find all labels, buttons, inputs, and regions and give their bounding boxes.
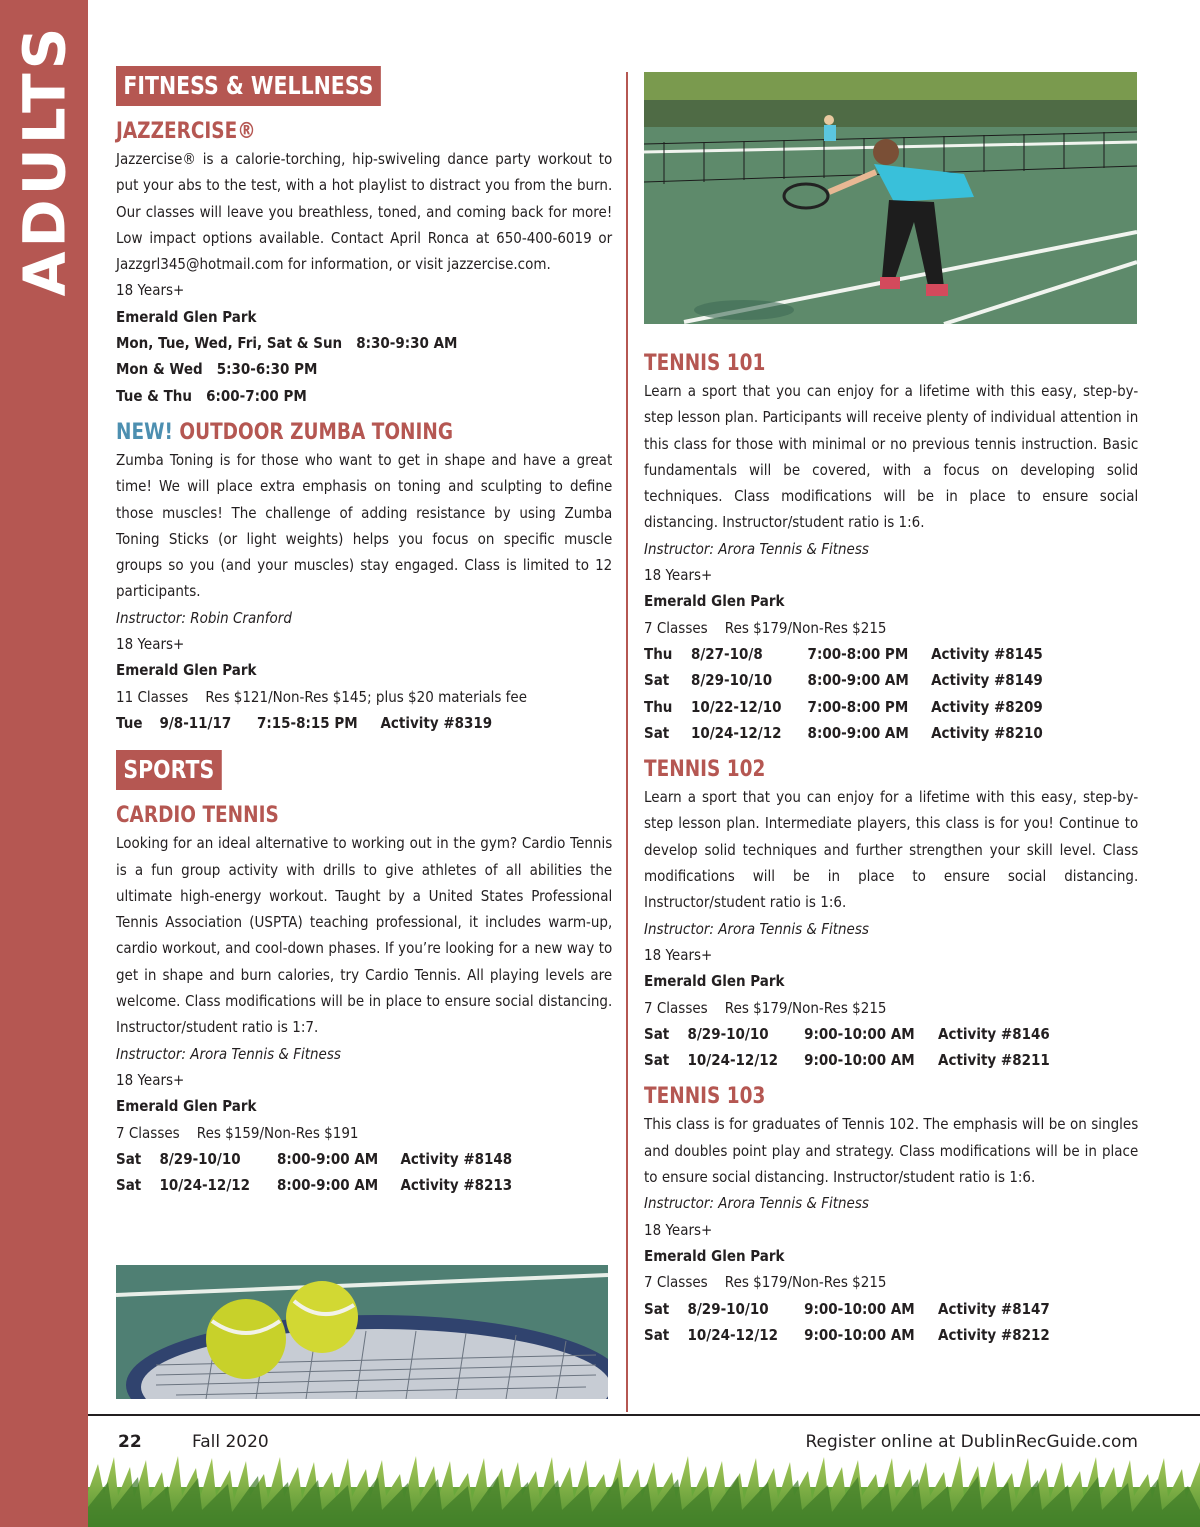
class-description: Learn a sport that you can enjoy for a lifetime with this easy, step-by-step lesson plan. Participants will receive plenty of individual attention in this class for those with minimal or no previous tennis instruction. Basic fundamentals will be covered, with a focus on developing solid techniques. Class modifications will be in place to ensure social distancing. Instructor/student ratio is 1:6. (644, 382, 1139, 532)
sidebar-title-text: ADULTS (10, 23, 79, 297)
session-row (116, 1172, 548, 1198)
session-activity: Activity #8148 (400, 1149, 513, 1168)
session-row (644, 641, 1074, 667)
location: Emerald Glen Park (116, 1097, 257, 1116)
location: Emerald Glen Park (116, 661, 257, 680)
schedule-line: Tue & Thu 6:00-7:00 PM (116, 386, 307, 405)
session-activity: Activity #8211 (938, 1051, 1050, 1070)
age-requirement: 18 Years+ (116, 1070, 185, 1089)
instructor: Instructor: Robin Cranford (116, 608, 292, 627)
grass-decoration (88, 1452, 1200, 1527)
session-activity: Activity #8145 (931, 644, 1043, 663)
session-day: Sat (116, 1149, 142, 1168)
session-row (116, 710, 548, 736)
session-dates: 10/22-12/10 (690, 697, 782, 716)
sidebar-title (3, 23, 85, 297)
right-column (644, 340, 1138, 1348)
pricing: 7 Classes Res $179/Non-Res $215 (644, 618, 887, 637)
session-dates: 10/24-12/12 (690, 723, 782, 742)
session-activity: Activity #8210 (931, 723, 1043, 742)
location: Emerald Glen Park (116, 307, 257, 326)
tennis-balls-photo (116, 1265, 608, 1399)
session-time: 9:00-10:00 AM (804, 1024, 915, 1043)
class-tennis-103 (644, 1083, 1138, 1348)
session-activity: Activity #8213 (400, 1176, 513, 1195)
session-activity: Activity #8209 (931, 697, 1043, 716)
age-requirement: 18 Years+ (644, 1220, 713, 1239)
pricing: 7 Classes Res $179/Non-Res $215 (644, 998, 887, 1017)
session-time: 9:00-10:00 AM (804, 1325, 915, 1344)
class-description: Learn a sport that you can enjoy for a lifetime with this easy, step-by-step lesson plan. Intermediate players, this class is for you! Continue to develop solid techniques and further strengthen your skill level. Class modifications will be in place to ensure social distancing. Instructor/student ratio is 1:6. (644, 788, 1139, 912)
session-dates: 10/24-12/12 (159, 1176, 251, 1195)
tennis-court-photo (644, 72, 1137, 324)
instructor: Instructor: Arora Tennis & Fitness (644, 539, 869, 558)
session-row (644, 694, 1074, 720)
class-title: TENNIS 102 (644, 757, 766, 783)
session-day: Thu (644, 697, 673, 716)
pricing: 7 Classes Res $179/Non-Res $215 (644, 1273, 887, 1292)
session-row (116, 1146, 548, 1172)
class-title: TENNIS 101 (644, 351, 766, 376)
session-time: 7:00-8:00 PM (807, 644, 909, 663)
session-time: 8:00-9:00 AM (807, 671, 909, 690)
footer-rule (88, 1414, 1200, 1416)
class-title (116, 419, 533, 447)
age-requirement: 18 Years+ (644, 566, 713, 585)
class-tennis-102 (644, 756, 1138, 1073)
session-day: Thu (644, 644, 673, 663)
register-link[interactable]: Register online at DublinRecGuide.com (805, 1432, 1138, 1452)
class-title: JAZZERCISE® (116, 119, 256, 144)
location: Emerald Glen Park (644, 1246, 785, 1265)
session-activity: Activity #8149 (931, 671, 1043, 690)
class-description: This class is for graduates of Tennis 102. The emphasis will be on singles and doubles point play and strategy. Class modifications will be in place to ensure social distancing. Instructor/student ratio is 1:6. (644, 1115, 1139, 1187)
session-row (644, 1296, 1074, 1322)
session-row (644, 1047, 1074, 1073)
session-time: 7:00-8:00 PM (807, 697, 909, 716)
session-dates: 8/29-10/10 (687, 1299, 769, 1318)
column-divider (626, 72, 628, 1412)
session-time: 8:00-9:00 AM (807, 723, 909, 742)
session-day: Sat (644, 1024, 670, 1043)
season-label: Fall 2020 (192, 1432, 269, 1452)
session-dates: 10/24-12/12 (687, 1051, 779, 1070)
class-title: TENNIS 103 (644, 1084, 766, 1110)
class-description: Zumba Toning is for those who want to get in shape and have a great time! We will place extra emphasis on toning and sculpting to define those muscles! The challenge of adding resistance by using Zumba Toning Sticks (or light weights) helps you focus on specific muscle groups so you (and your muscles) stay engaged. Class is limited to 12 participants. (116, 450, 613, 601)
class-cardio-tennis (116, 802, 612, 1198)
session-day: Sat (644, 1299, 670, 1318)
session-day: Sat (644, 1051, 670, 1070)
tennis-balls-illustration (116, 1265, 608, 1399)
left-column (116, 66, 612, 1198)
session-activity: Activity #8146 (938, 1024, 1050, 1043)
session-day: Sat (644, 1325, 670, 1344)
session-dates: 8/29-10/10 (159, 1149, 241, 1168)
session-row (644, 720, 1074, 746)
age-requirement: 18 Years+ (116, 635, 185, 654)
session-activity: Activity #8212 (938, 1325, 1050, 1344)
session-dates: 9/8-11/17 (159, 713, 232, 732)
class-description: Jazzercise® is a calorie-torching, hip-swiveling dance party workout to put your abs to the test, with a hot playlist to distract you from the burn. Our classes will leave you breathless, toned, and coming back for more! Low impact options available. Contact April Ronca at 650-400-6019 or Jazzgrl345@hotmail.com for information, or visit jazzercise.com. (116, 150, 613, 274)
schedule-line: Mon & Wed 5:30-6:30 PM (116, 360, 318, 379)
session-time: 9:00-10:00 AM (804, 1299, 915, 1318)
session-dates: 8/27-10/8 (690, 644, 763, 663)
page-number: 22 (118, 1432, 142, 1452)
age-requirement: 18 Years+ (116, 281, 185, 300)
class-tennis-101 (644, 350, 1138, 746)
section-header-fitness: FITNESS & WELLNESS (116, 66, 381, 106)
session-row (644, 1021, 1074, 1047)
session-row (644, 667, 1074, 693)
tennis-court-illustration (644, 72, 1137, 324)
location: Emerald Glen Park (644, 972, 785, 991)
session-day: Sat (644, 671, 670, 690)
session-dates: 8/29-10/10 (687, 1024, 769, 1043)
section-header-sports: SPORTS (116, 750, 222, 790)
session-activity: Activity #8147 (938, 1299, 1050, 1318)
session-time: 9:00-10:00 AM (804, 1051, 915, 1070)
session-activity: Activity #8319 (380, 713, 493, 732)
class-title-text: OUTDOOR ZUMBA TONING (179, 419, 454, 445)
session-day: Sat (116, 1176, 142, 1195)
class-description: Looking for an ideal alternative to working out in the gym? Cardio Tennis is a fun group activity with drills to give athletes of all abilities the ultimate high-energy workout. Taught by a United States Professional Tennis Association (USPTA) teaching professional, it includes warm-up, cardio workout, and cool-down phases. If you’re looking for a new way to get in shape and burn calories, try Cardio Tennis. All playing levels are welcome. Class modifications will be in place to ensure social distancing. Instructor/student ratio is 1:7. (116, 834, 613, 1037)
class-jazzercise (116, 118, 612, 409)
session-time: 8:00-9:00 AM (276, 1149, 379, 1168)
class-title: CARDIO TENNIS (116, 803, 279, 829)
schedule-line: Mon, Tue, Wed, Fri, Sat & Sun 8:30-9:30 AM (116, 334, 458, 353)
class-zumba (116, 419, 612, 736)
session-day: Tue (116, 713, 143, 732)
new-label: NEW! (116, 419, 173, 445)
pricing: 7 Classes Res $159/Non-Res $191 (116, 1123, 359, 1142)
age-requirement: 18 Years+ (644, 945, 713, 964)
instructor: Instructor: Arora Tennis & Fitness (644, 919, 869, 938)
pricing: 11 Classes Res $121/Non-Res $145; plus $20 materials fee (116, 687, 528, 706)
instructor: Instructor: Arora Tennis & Fitness (644, 1194, 869, 1213)
session-day: Sat (644, 723, 670, 742)
session-time: 7:15-8:15 PM (256, 713, 358, 732)
instructor: Instructor: Arora Tennis & Fitness (116, 1044, 341, 1063)
location: Emerald Glen Park (644, 592, 785, 611)
session-row (644, 1322, 1074, 1348)
session-time: 8:00-9:00 AM (276, 1176, 379, 1195)
session-dates: 10/24-12/12 (687, 1325, 779, 1344)
session-dates: 8/29-10/10 (690, 671, 773, 690)
sidebar (0, 0, 88, 1527)
